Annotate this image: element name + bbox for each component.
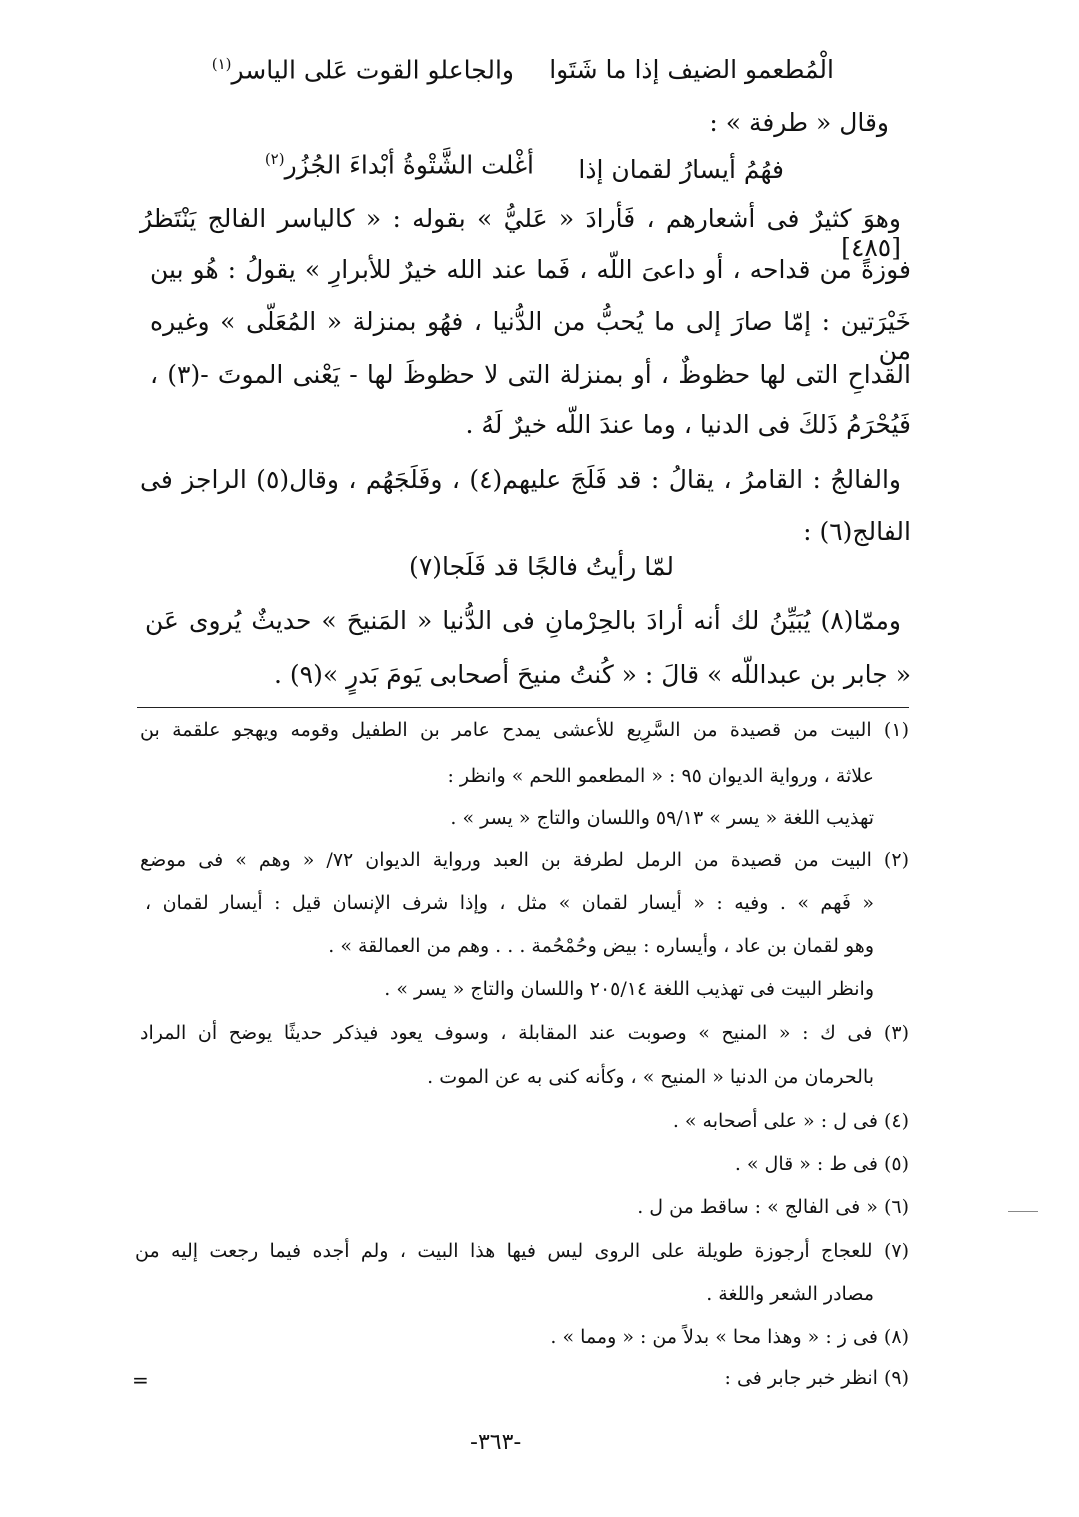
footnote-line-16: (٩) انظر خبر جابر فى : [724,1367,909,1389]
verse-3: لمّا رأيتُ فالجًا قد فَلَجا(٧) [409,552,674,581]
verse-1-left-text: والجاعلو القوت عَلى الياسر [231,55,514,85]
footnote-line-6: وهو لقمان بن عاد ، وأيساره : بيض وحُمْحُمة . . . وهم من العمالقة » . [328,935,874,957]
footnote-line-9: بالحرمان من الدنيا « المنيح » ، وكأنه كنى به عن الموت . [427,1066,874,1088]
page-number: -٣٦٣- [470,1430,522,1455]
footnote-ref-2: (٢) [264,150,285,168]
verse-2-left-text: أغْلت الشَّتْوةُ أبْداءَ الجُزُر [284,150,534,180]
verse-2-right-hemistich: فهُمُ أيسارُ لقمان إذا [578,155,784,184]
margin-line-mark [1008,1211,1038,1212]
body2-line-2: « جابر بن عبداللّه » قالَ : « كُنتُ منيحَ أصحابى يَومَ بَدرٍ »(٩) . [274,660,911,689]
body-line-5: فَيُحْرَمُ ذَلكَ فى الدنيا ، وما عندَ اللّه خيرٌ لَهُ . [465,410,911,439]
verse-2-left-hemistich [265,150,534,179]
body2-line-1: وممّا(٨) يُبَيِّنُ لك أنه أرادَ بالحِرْمانِ فى الدُّنيا « المَنيحَ » حديثٌ يُروى عَن [145,606,901,635]
footnote-line-12: (٦) « فى الفالج » : ساقط من ل . [637,1196,909,1218]
footnote-line-5: « فَهم » . وفيه : « أيسار لقمان » مثل ، وإذا شرف الإنسان قيل : أيسار لقمان ، [145,892,874,914]
body-line-6: والفالجُ : القامرُ ، يقالُ : قد فَلَجَ عليهم(٤) ، وفَلَجَهُم ، وقال(٥) الراجز فى [140,465,901,494]
footnote-line-11: (٥) فى ط : « قال » . [734,1153,909,1175]
body-line-7: الفالج(٦) : [803,517,911,546]
body-line-4: القداحِ التى لها حظوظٌ ، أو بمنزلة التى لا حظوظَ لها - يَعْنى الموتَ -(٣) ، [150,360,911,389]
footnote-line-1: (١) البيت من قصيدة من السَّرِيع للأعشى يمدح عامر بن الطفيل وقومه ويهجو علقمة بن [140,719,909,741]
verse-1-right-hemistich: الْمُطعمو الضيف إذا ما شَتَوا [549,55,834,84]
body-line-1: وهوَ كثيرٌ فى أشعارهم ، فَأرادَ « عَليُّ » بقوله : « كالياسر الفالج يَنْتَظرُ [٤٨٥] [140,204,901,262]
margin-equals-mark: = [132,1368,149,1392]
footnote-line-13: (٧) للعجاج أرجوزة طويلة على الروى ليس فيها هذا البيت ، ولم أجده فيما رجعت إليه من [135,1240,909,1262]
footnote-ref-1: (١) [211,55,232,73]
footnote-separator [137,707,909,708]
footnote-line-15: (٨) فى ز : « وهذا محا » بدلاً من : « ومما » . [550,1326,909,1348]
footnote-line-4: (٢) البيت من قصيدة من الرمل لطرفة بن العبد ورواية الديوان ٧٢/ « وهم » فى موضع [140,849,909,871]
footnote-line-14: مصادر الشعر واللغة . [706,1283,874,1305]
footnote-line-10: (٤) فى ل : « على أصحابه » . [672,1110,909,1132]
verse-2-intro: وقال « طرفة » : [709,108,889,137]
footnote-line-2: علاثة ، ورواية الديوان ٩٥ : « المطعمو اللحم » وانظر : [447,765,874,787]
body-line-2: فوزةً من قداحه ، أو داعىَ اللّه ، فَما عند الله خيرٌ للأبرارِ » يقولُ : هُو بين [150,255,911,284]
footnote-line-3: تهذيب اللغة « يسر » ٥٩/١٣ واللسان والتاج « يسر » . [450,807,874,829]
verse-1-left-hemistich [212,55,514,84]
body-line-3: خَيْرَتين : إمّا صارَ إلى ما يُحبُّ من الدُّنيا ، فهُو بمنزلة « المُعَلّى » وغيره من [150,307,911,365]
footnote-line-7: وانظر البيت فى تهذيب اللغة ٢٠٥/١٤ واللسان والتاج « يسر » . [384,978,874,1000]
footnote-line-8: (٣) فى ك : « المنيح » وصوبت عند المقابلة ، وسوف يعود فيذكر حديثًا يوضح أن المراد [140,1022,909,1044]
